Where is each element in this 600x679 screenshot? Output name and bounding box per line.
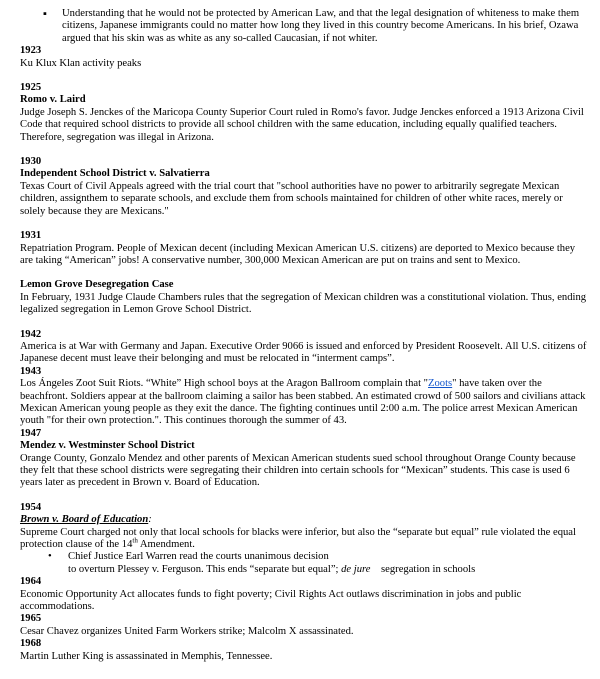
entry-1954-bullet-cont [20,564,588,576]
entry-1942-text: America is at War with Germany and Japan. Executive Order 9066 is issued and enforced by President Roosevelt. All U.S. citizens of Japanese decent must leave their belonging and must be relocated in “interment camps”. [20,340,587,365]
entry-1930-text: Texas Court of Civil Appeals agreed with the trial court that "school authorities have no power to arbitrarily segregate Mexican children, assignthem to separate schools, and exclude them from schools maintained for children of other white races, merely or solely because they are Mexicans." [20,180,563,217]
bullet-line2-part1: to overturn Plessey v. Ferguson. This ends “separate but equal”; [68,563,342,575]
year-1923: 1923 [20,45,42,57]
entry-1954-text-part1: Supreme Court charged not only that local schools for blacks were inferior, but also the “separate but equal” rule violated the equal protection clause of the 14 [20,526,576,551]
intro-bullet [20,8,588,45]
de-jure-term: de jure [341,563,371,575]
year-1965: 1965 [20,613,42,625]
brown-v-board-title: Brown v. Board of Education [20,514,149,526]
year-1947: 1947 [20,427,42,439]
entry-1925-text: Judge Joseph S. Jenckes of the Maricopa County Superior Court ruled in Romo's favor. Judge Jenckes enforced a 1913 Arizona Civil Code that required school districts to provide all school children with the same education, including equally qualified teachers. Therefore, segregation was illegal in Arizona. [20,106,584,143]
entry-1930-title: Independent School District v. Salvatierra [20,168,210,180]
document-page [20,8,588,663]
bullet-line1: Chief Justice Earl Warren read the courts unanimous decision [68,551,329,563]
entry-1964-text: Economic Opportunity Act allocates funds to fight poverty; Civil Rights Act outlaws discrimination in jobs and public accommodations. [20,588,522,613]
year-1930: 1930 [20,156,42,168]
ordinal-sup: th [132,536,138,545]
bullet-line2-part2: segregation in schools [370,563,476,575]
year-1943: 1943 [20,365,42,377]
lemon-grove-title: Lemon Grove Desegregation Case [20,279,174,291]
entry-1954-text-part2: Amendment. [137,539,195,551]
entry-1954-title [20,514,588,526]
title-colon: : [148,514,152,526]
entry-1968-text: Martin Luther King is assassinated in Memphis, Tennessee. [20,650,273,662]
entry-1923-text: Ku Klux Klan activity peaks [20,57,142,69]
entry-1965-text: Cesar Chavez organizes United Farm Workers strike; Malcolm X assassinated. [20,625,354,637]
year-1925: 1925 [20,82,42,94]
entry-1931-text: Repatriation Program. People of Mexican decent (including Mexican American U.S. citizens) are deported to Mexico because they are taking “American” jobs! A conservative number, 300,000 Mexican American are put on trains and sent to Mexico. [20,242,576,266]
lemon-grove-text: In February, 1931 Judge Claude Chambers rules that the segregation of Mexican children was a constitutional violation. Thus, ending legalized segregation in Lemon Grove School District. [20,291,587,316]
entry-1947-text: Orange County, Gonzalo Mendez and other parents of Mexican American students sued school throughout Orange County because they felt that these school districts were segregating their children into certain schools for “Mexican” students. This case is used 6 years later as precedent in Brown v. Board of Education. [20,452,576,489]
entry-1943-text-part2: " have taken over the beachfront. Soldiers appear at the ballroom claiming a sailor has been stabbed. An estimated crowd of 500 sailors and civilians attack Mexican American young people as they exit the dance. The fighting continues until 2:00 a.m. The police arrest Mexican American youth "for their own protection.". This continues thorough the summer of 43. [20,378,586,427]
zoots-link[interactable]: Zoots [428,378,453,390]
entry-1943-text [20,378,588,428]
entry-1925-title: Romo v. Laird [20,94,86,106]
year-1942: 1942 [20,328,42,340]
year-1968: 1968 [20,638,42,650]
entry-1954-text [20,527,588,552]
intro-bullet-text: Understanding that he would not be protected by American Law, and that the legal designation of whiteness to make them citizens, Japanese immigrants could no matter how long they lived in this country become Americans. In his brief, Ozawa argued that his skin was as white as any so-called Caucasian, if not whiter. [62,8,580,44]
year-1931: 1931 [20,230,42,242]
year-1954: 1954 [20,501,42,513]
bullet-icon: ▪ [43,8,47,20]
year-1964: 1964 [20,576,42,588]
entry-1943-text-part1: Los Ángeles Zoot Suit Riots. “White” High school boys at the Aragon Ballroom complain that " [20,378,429,390]
entry-1947-title: Mendez v. Westminster School District [20,440,195,452]
entry-1954-bullet [20,551,588,563]
bullet-dot-icon: • [48,551,52,563]
